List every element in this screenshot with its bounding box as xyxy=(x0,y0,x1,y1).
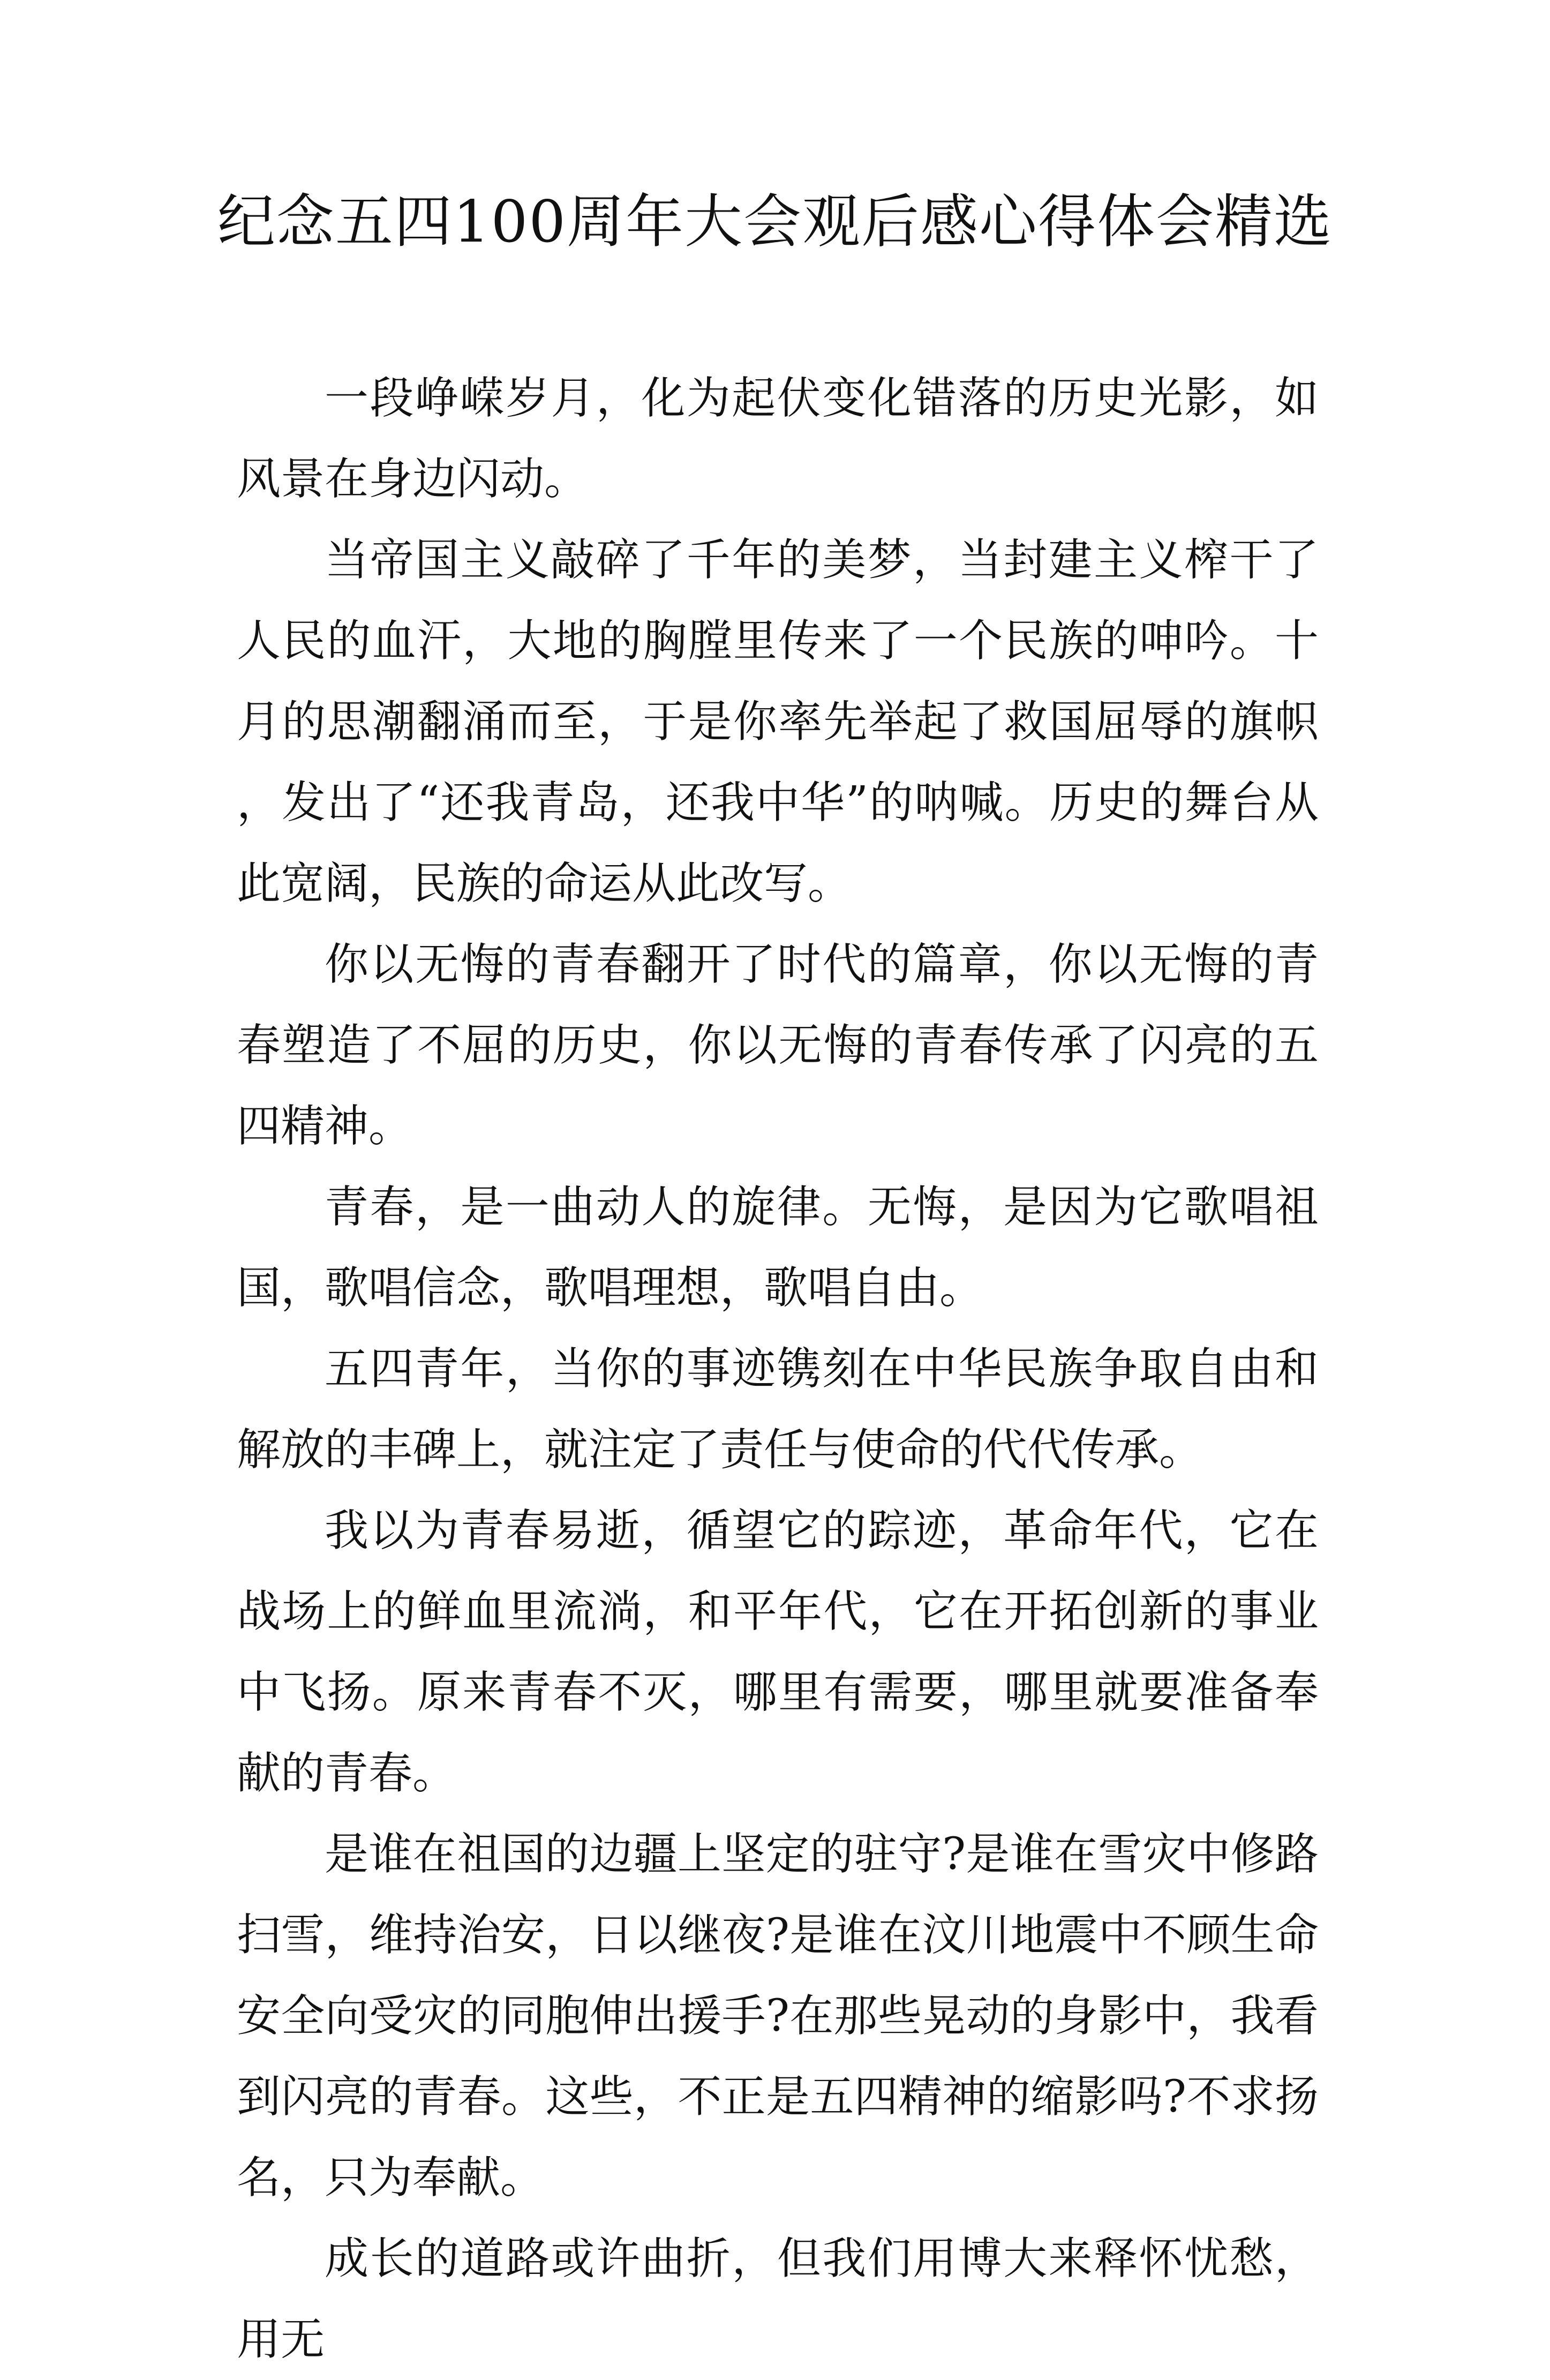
document-body xyxy=(237,358,1319,2380)
paragraph: 一段峥嵘岁月，化为起伏变化错落的历史光影，如风景在身边闪动。 xyxy=(237,373,1319,505)
paragraph: 五四青年，当你的事迹镌刻在中华民族争取自由和解放的丰碑上，就注定了责任与使命的代代传承。 xyxy=(237,1343,1319,1475)
paragraph: 你以无悔的青春翻开了时代的篇章，你以无悔的青春塑造了不屈的历史，你以无悔的青春传承了闪亮的五四精神。 xyxy=(237,939,1319,1152)
paragraph: 青春，是一曲动人的旋律。无悔，是因为它歌唱祖国，歌唱信念，歌唱理想，歌唱自由。 xyxy=(237,1182,1319,1313)
document-title: 纪念五四100周年大会观后感心得体会精选 xyxy=(217,189,1333,256)
paragraph: 我以为青春易逝，循望它的踪迹，革命年代，它在战场上的鲜血里流淌，和平年代，它在开拓创新的事业中飞扬。原来青春不灭，哪里有需要，哪里就要准备奉献的青春。 xyxy=(237,1505,1319,1799)
paragraph: 成长的道路或许曲折，但我们用博大来释怀忧愁，用无 xyxy=(237,2233,1319,2365)
paragraph: 是谁在祖国的边疆上坚定的驻守?是谁在雪灾中修路扫雪，维持治安，日以继夜?是谁在汶川地震中不顾生命安全向受灾的同胞伸出援手?在那些晃动的身影中，我看到闪亮的青春。这些，不正是五四精神的缩影吗?不求扬名，只为奉献。 xyxy=(237,1829,1319,2203)
paragraph: 当帝国主义敲碎了千年的美梦，当封建主义榨干了人民的血汗，大地的胸膛里传来了一个民族的呻吟。十月的思潮翻涌而至，于是你率先举起了救国屈辱的旗帜，发出了“还我青岛，还我中华”的呐喊。历史的舞台从此宽阔，民族的命运从此改写。 xyxy=(237,535,1319,909)
